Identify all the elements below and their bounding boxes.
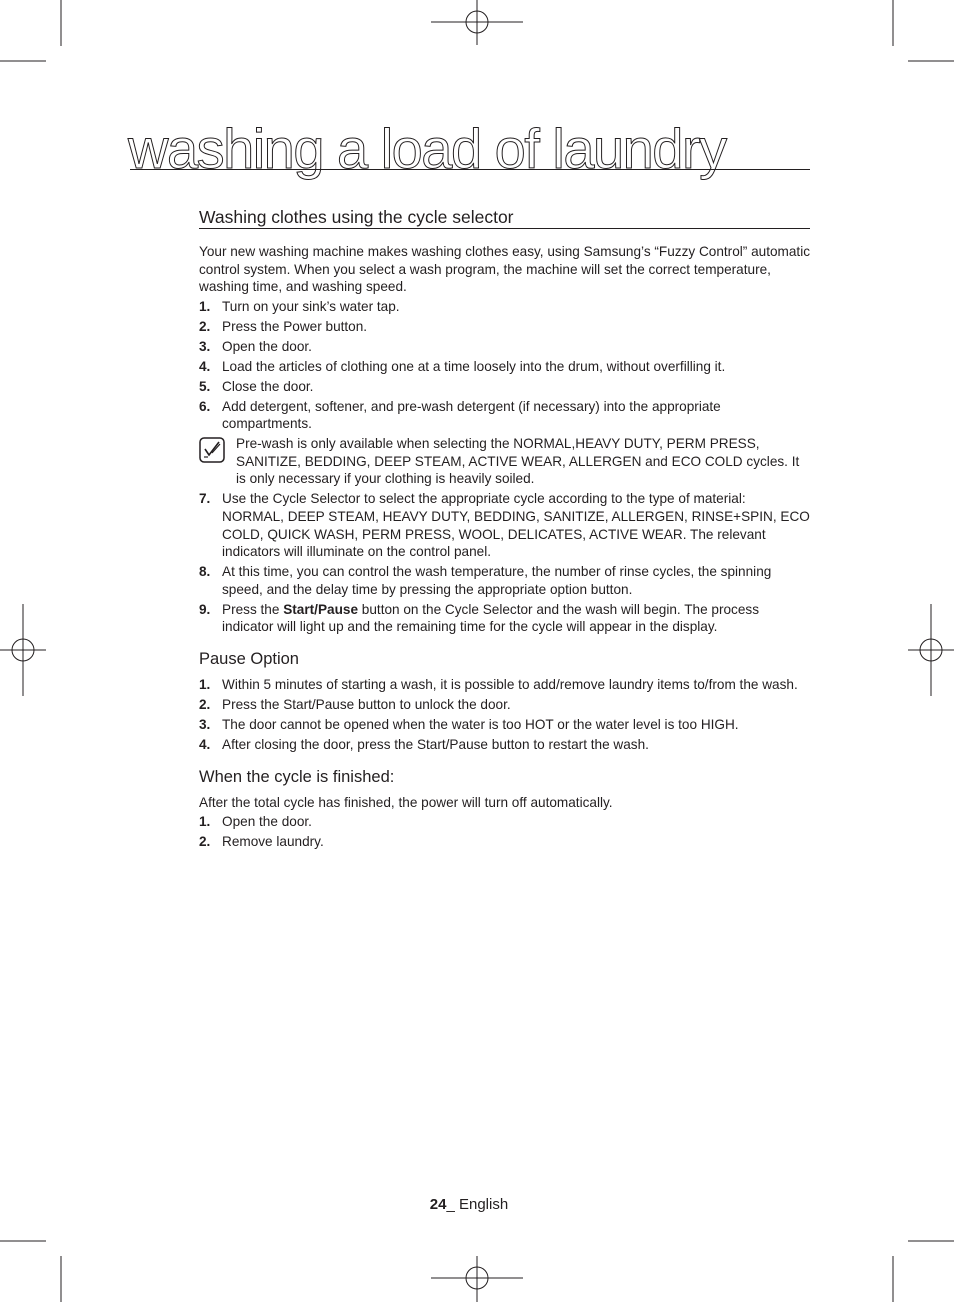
step-text: After closing the door, press the Start/Pause button to restart the wash.: [222, 736, 649, 752]
list-item: [199, 490, 810, 560]
note-text: Pre-wash is only available when selecting the NORMAL,HEAVY DUTY, PERM PRESS, SANITIZE, BEDDING, DEEP STEAM, ACTIVE WEAR, ALLERGEN and ECO COLD cycles. It is only necessary if your clothing is heavily soiled.: [236, 436, 800, 487]
step-text-before: Press the: [222, 601, 284, 617]
page-content: [199, 206, 810, 853]
step-text: Add detergent, softener, and pre-wash detergent (if necessary) into the appropriate compartments.: [222, 398, 721, 432]
step-text: Use the Cycle Selector to select the appropriate cycle according to the type of material: NORMAL, DEEP STEAM, HEAVY DUTY, BEDDING, SANITIZE, ALLERGEN, RINSE+SPIN, ECO COLD, QUICK WASH, PERM PRESS, WOOL, DELICATES, ACTIVE WEAR. The relevant indicators will illuminate on the control panel.: [222, 491, 810, 560]
finished-steps-list: [199, 813, 810, 851]
prewash-note: [199, 435, 810, 488]
footer-language: _ English: [446, 1196, 509, 1213]
list-item: [199, 736, 810, 754]
list-item: [199, 318, 810, 336]
list-item: [199, 833, 810, 851]
step-text: Turn on your sink’s water tap.: [222, 298, 400, 314]
registration-mark-right: [908, 604, 954, 696]
registration-mark-bottom: [431, 1256, 523, 1302]
step-number: 9.: [199, 601, 211, 617]
finished-paragraph: After the total cycle has finished, the power will turn off automatically.: [199, 794, 613, 810]
list-item: [199, 358, 810, 376]
page-title: washing a load of laundry: [128, 117, 726, 180]
step-number: 2.: [199, 834, 211, 850]
step-number: 1.: [199, 676, 211, 692]
step-text: The door cannot be opened when the water is too HOT or the water level is too HIGH.: [222, 716, 739, 732]
list-item: [199, 601, 810, 636]
list-item: [199, 563, 810, 598]
page-number: 24: [429, 1196, 447, 1213]
note-pencil-icon: [199, 437, 225, 463]
list-item: [199, 813, 810, 831]
pause-steps-list: [199, 676, 810, 754]
step-text: Within 5 minutes of starting a wash, it is possible to add/remove laundry items to/from the wash.: [222, 676, 798, 692]
step-number: 2.: [199, 696, 211, 712]
list-item: [199, 298, 810, 316]
list-item: [199, 378, 810, 396]
section-heading-pause-option: Pause Option: [199, 649, 299, 668]
step-text: Remove laundry.: [222, 834, 324, 850]
step-text: Press the Start/Pause button to unlock the door.: [222, 696, 511, 712]
step-text: Open the door.: [222, 814, 312, 830]
list-item: [199, 716, 810, 734]
step-number: 4.: [199, 358, 211, 374]
page-footer: [0, 1196, 938, 1213]
step-text-after: button on the Cycle Selector and the wash will begin. The process indicator will light up and the remaining time for the cycle will appear in the display.: [222, 601, 760, 635]
step-text: At this time, you can control the wash temperature, the number of rinse cycles, the spinning speed, and the delay time by pressing the appropriate option button.: [222, 564, 772, 597]
intro-paragraph: Your new washing machine makes washing clothes easy, using Samsung’s “Fuzzy Control” automatic control system. When you select a wash program, the machine will set the correct temperature, washing time, and washing speed.: [199, 244, 811, 295]
main-steps-list-continued: [199, 490, 810, 636]
step-text: Open the door.: [222, 338, 312, 354]
step-text: Close the door.: [222, 378, 314, 394]
step-number: 6.: [199, 398, 211, 414]
registration-mark-left: [0, 604, 46, 696]
title-underline: [130, 169, 810, 170]
list-item: [199, 338, 810, 356]
main-steps-list: [199, 298, 810, 433]
step-number: 1.: [199, 298, 211, 314]
section-heading-cycle-selector: Washing clothes using the cycle selector: [199, 206, 810, 229]
list-item: [199, 398, 810, 433]
list-item: [199, 676, 810, 694]
step-number: 3.: [199, 338, 211, 354]
start-pause-label: Start/Pause: [283, 601, 359, 617]
step-number: 2.: [199, 318, 211, 334]
list-item: [199, 696, 810, 714]
step-number: 7.: [199, 491, 211, 507]
step-text: Press the Power button.: [222, 318, 368, 334]
step-number: 4.: [199, 736, 211, 752]
step-text: Load the articles of clothing one at a time loosely into the drum, without overfilling it.: [222, 358, 726, 374]
step-number: 3.: [199, 716, 211, 732]
step-number: 5.: [199, 378, 211, 394]
step-number: 8.: [199, 564, 211, 580]
section-heading-cycle-finished: When the cycle is finished:: [199, 767, 395, 786]
registration-mark-top: [431, 0, 523, 45]
step-number: 1.: [199, 814, 211, 830]
